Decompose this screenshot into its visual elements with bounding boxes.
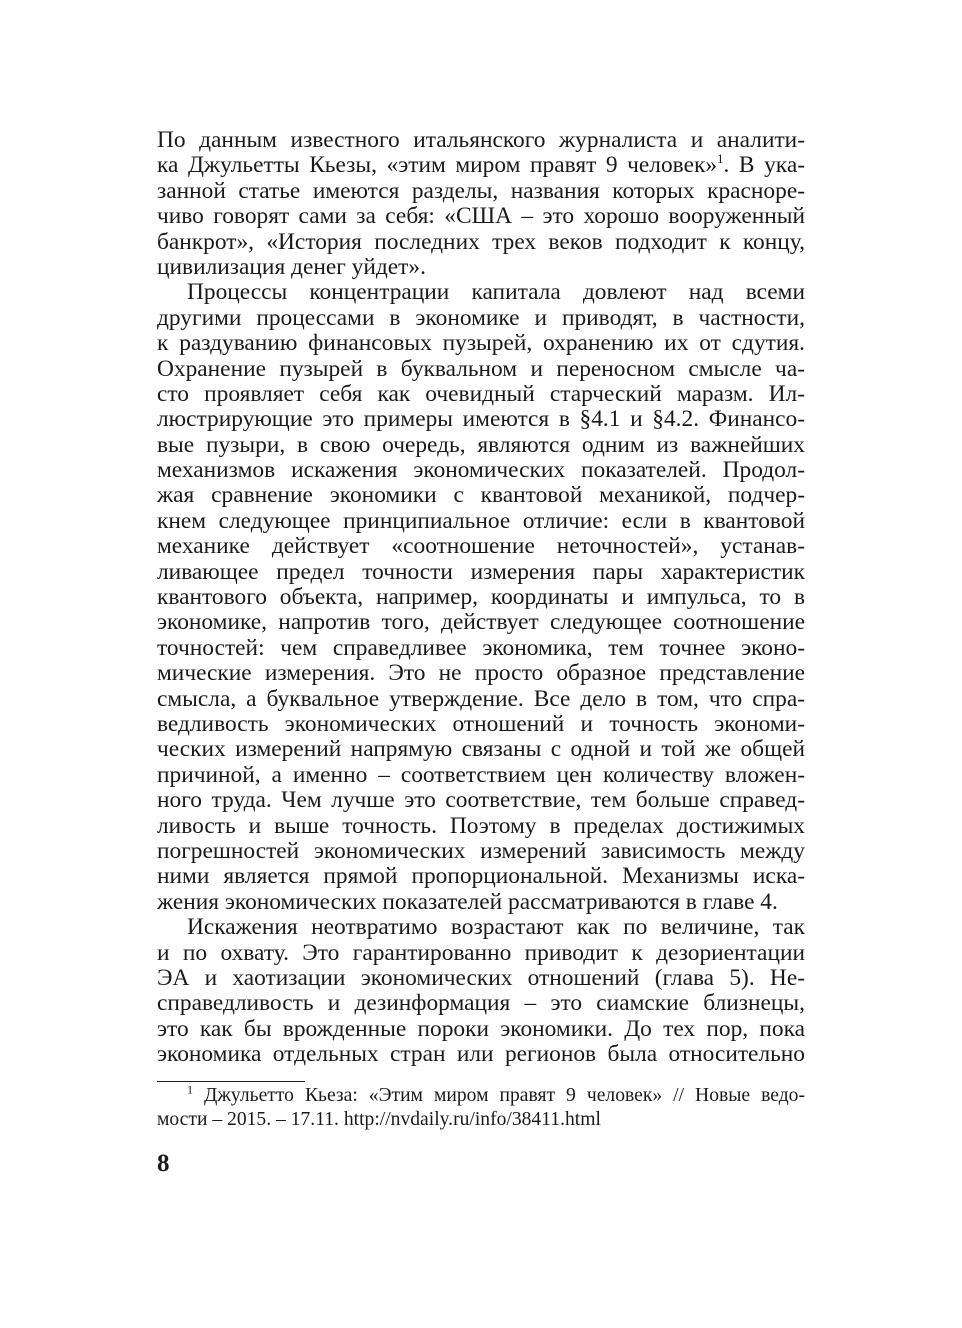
text-line: люстрирующие это примеры имеются в §4.1 и §4.2. Финансо- <box>157 406 805 433</box>
text-line: другими процессами в экономике и приводят, в частности, <box>157 304 805 331</box>
text-line: смысла, а буквальное утверждение. Все дело в том, что спра- <box>157 685 805 712</box>
footnote-divider <box>157 1081 305 1082</box>
text-line: мические измерения. Это не просто образное представление <box>157 660 805 687</box>
page-number: 8 <box>157 1150 170 1177</box>
text-line: причиной, а именно – соответствием цен количеству вложен- <box>157 761 805 788</box>
text-line: вые пузыри, в свою очередь, являются одним из важнейших <box>157 431 805 458</box>
text-line: занной статье имеются разделы, названия которых красноре- <box>157 177 805 204</box>
text-line: механике действует «соотношение неточностей», устанав- <box>157 533 805 560</box>
text-line: цивилизация денег уйдет». <box>157 253 426 280</box>
text-line: ними является прямой пропорциональной. Механизмы иска- <box>157 863 805 890</box>
footnote-line <box>157 1084 805 1108</box>
paragraph-1 <box>157 128 805 280</box>
main-text <box>157 128 805 1067</box>
text-line: жения экономических показателей рассматриваются в главе 4. <box>157 888 778 915</box>
text-line: и по охвату. Это гарантированно приводит к дезориентации <box>157 939 805 966</box>
text-line: кнем следующее принципиальное отличие: если в квантовой <box>157 507 805 534</box>
text-line: ного труда. Чем лучше это соответствие, тем больше справед- <box>157 787 805 814</box>
text-line: ливающее предел точности измерения пары характеристик <box>157 558 805 585</box>
text-line: ЭА и хаотизации экономических отношений (глава 5). Не- <box>157 964 805 991</box>
text-line-part: . В ука- <box>723 152 805 179</box>
footnote <box>157 1084 805 1132</box>
text-line: ливость и выше точность. Поэтому в пределах достижимых <box>157 812 805 839</box>
text-line: Искажения неотвратимо возрастают как по величине, так <box>187 914 805 941</box>
paragraph-2 <box>157 280 805 915</box>
footnote-line: мости – 2015. – 17.11. http://nvdaily.ru/info/38411.html <box>157 1109 601 1130</box>
text-line: это как бы врожденные пороки экономики. До тех пор, пока <box>157 1015 805 1042</box>
text-line <box>157 153 805 178</box>
text-line: механизмов искажения экономических показателей. Продол- <box>157 457 805 484</box>
text-line: квантового объекта, например, координаты и импульса, то в <box>157 584 805 611</box>
text-line: экономика отдельных стран или регионов была относительно <box>157 1041 805 1068</box>
text-line: ческих измерений напрямую связаны с одной и той же общей <box>157 736 805 763</box>
text-line: жая сравнение экономики с квантовой механикой, подчер- <box>157 482 805 509</box>
text-line-part: ка Джульетты Кьезы, «этим миром правят 9 человек» <box>157 152 718 179</box>
footnote-number: 1 <box>187 1082 193 1097</box>
text-line: сто проявляет себя как очевидный старческий маразм. Ил- <box>157 380 805 407</box>
text-line: По данным известного итальянского журналиста и аналити- <box>157 127 805 153</box>
text-line: Охранение пузырей в буквальном и переносном смысле ча- <box>157 355 805 382</box>
text-line: справедливость и дезинформация – это сиамские близнецы, <box>157 990 805 1017</box>
text-line: погрешностей экономических измерений зависимость между <box>157 837 805 864</box>
text-line: экономике, напротив того, действует следующее соотношение <box>157 609 805 636</box>
footnote-text: Джульетто Кьеза: «Этим миром правят 9 человек» // Новые ведо- <box>204 1085 805 1106</box>
paragraph-3 <box>157 915 805 1067</box>
text-line: банкрот», «История последних трех веков подходит к концу, <box>157 228 805 255</box>
text-line: чиво говорят сами за себя: «США – это хорошо вооруженный <box>157 203 805 230</box>
footnote-reference[interactable]: 1 <box>717 151 724 167</box>
text-line: Процессы концентрации капитала довлеют над всеми <box>187 279 805 306</box>
text-line: точностей: чем справедливее экономика, тем точнее эконо- <box>157 634 805 661</box>
text-line: ведливость экономических отношений и точность экономи- <box>157 710 805 737</box>
text-line: к раздуванию финансовых пузырей, охранению их от сдутия. <box>157 330 805 357</box>
